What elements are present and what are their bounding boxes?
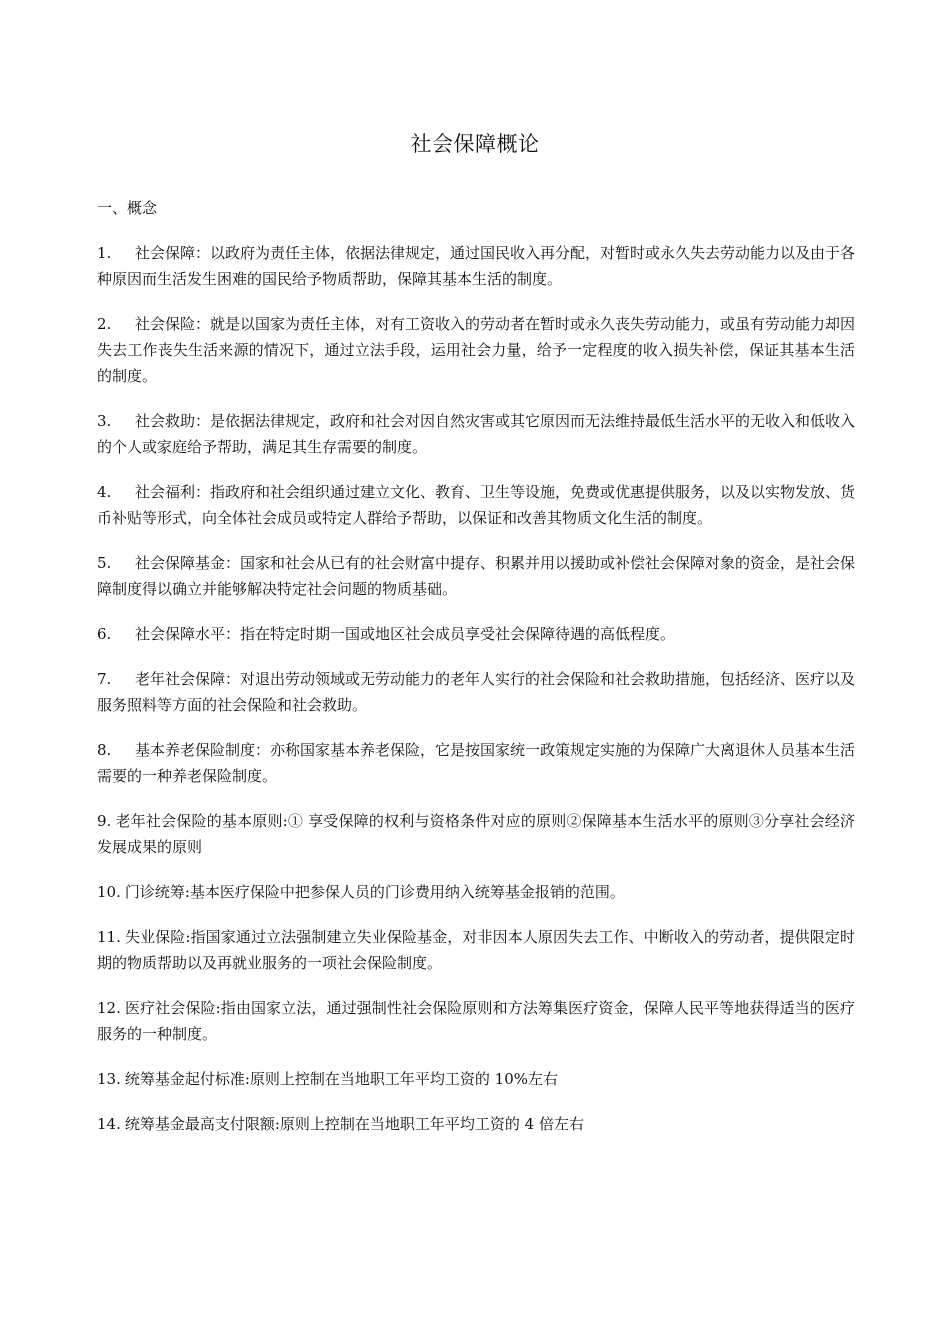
- item-number: 10.: [97, 883, 121, 901]
- item-text: 基本养老保险制度：亦称国家基本养老保险，它是按国家统一政策规定实施的为保障广大离退休人员基本生活需要的一种养老保险制度。: [97, 741, 856, 785]
- definition-item: [97, 408, 855, 460]
- item-number: 7.: [97, 670, 112, 688]
- definition-item: [97, 737, 855, 789]
- item-number: 1.: [97, 244, 112, 262]
- item-number: 9.: [97, 812, 112, 830]
- item-text: 门诊统筹:基本医疗保险中把参保人员的门诊费用纳入统筹基金报销的范围。: [124, 883, 625, 901]
- item-number: 12.: [97, 999, 121, 1017]
- item-text: 社会救助：是依据法律规定，政府和社会对因自然灾害或其它原因而无法维持最低生活水平的无收入和低收入的个人或家庭给予帮助，满足其生存需要的制度。: [97, 412, 856, 456]
- definition-list: [97, 240, 855, 1156]
- item-text: 统筹基金起付标准:原则上控制在当地职工年平均工资的 10%左右: [124, 1070, 559, 1088]
- item-text: 社会保险：就是以国家为责任主体，对有工资收入的劳动者在暂时或永久丧失劳动能力，或虽有劳动能力却因失去工作丧失生活来源的情况下，通过立法手段，运用社会力量，给予一定程度的收入损失补偿，保证其基本生活的制度。: [97, 315, 856, 385]
- definition-item: [97, 666, 855, 718]
- definition-item: [97, 1066, 855, 1092]
- item-text: 失业保险:指国家通过立法强制建立失业保险基金，对非因本人原因失去工作、中断收入的劳动者，提供限定时期的物质帮助以及再就业服务的一项社会保险制度。: [97, 928, 855, 972]
- item-text: 社会保障水平：指在特定时期一国或地区社会成员享受社会保障待遇的高低程度。: [135, 625, 676, 643]
- item-number: 8.: [97, 741, 112, 759]
- definition-item: [97, 621, 855, 647]
- definition-item: [97, 311, 855, 389]
- item-number: 3.: [97, 412, 112, 430]
- definition-item: [97, 1111, 855, 1137]
- definition-item: [97, 240, 855, 292]
- item-number: 6.: [97, 625, 112, 643]
- section-heading: 一、概念: [97, 199, 158, 217]
- item-number: 14.: [97, 1115, 121, 1133]
- definition-item: [97, 808, 855, 860]
- definition-item: [97, 550, 855, 602]
- item-text: 社会保障基金：国家和社会从已有的社会财富中提存、积累并用以援助或补偿社会保障对象的资金，是社会保障制度得以确立并能够解决特定社会问题的物质基础。: [97, 554, 856, 598]
- definition-item: [97, 479, 855, 531]
- item-text: 社会福利：指政府和社会组织通过建立文化、教育、卫生等设施，免费或优惠提供服务，以及以实物发放、货币补贴等形式，向全体社会成员或特定人群给予帮助，以保证和改善其物质文化生活的制度。: [97, 483, 856, 527]
- item-text: 社会保障：以政府为责任主体，依据法律规定，通过国民收入再分配，对暂时或永久失去劳动能力以及由于各种原因而生活发生困难的国民给予物质帮助，保障其基本生活的制度。: [97, 244, 856, 288]
- item-text: 医疗社会保险:指由国家立法，通过强制性社会保险原则和方法筹集医疗资金，保障人民平等地获得适当的医疗服务的一种制度。: [97, 999, 855, 1043]
- definition-item: [97, 995, 855, 1047]
- item-text: 老年社会保险的基本原则:① 享受保障的权利与资格条件对应的原则②保障基本生活水平的原则③分享社会经济发展成果的原则: [97, 812, 855, 856]
- item-number: 13.: [97, 1070, 121, 1088]
- item-number: 4.: [97, 483, 112, 501]
- definition-item: [97, 924, 855, 976]
- item-text: 统筹基金最高支付限额:原则上控制在当地职工年平均工资的 4 倍左右: [124, 1115, 584, 1133]
- item-text: 老年社会保障：对退出劳动领域或无劳动能力的老年人实行的社会保险和社会救助措施，包括经济、医疗以及服务照料等方面的社会保险和社会救助。: [97, 670, 856, 714]
- item-number: 11.: [97, 928, 121, 946]
- item-number: 2.: [97, 315, 112, 333]
- document-title: 社会保障概论: [410, 132, 540, 156]
- item-number: 5.: [97, 554, 112, 572]
- definition-item: [97, 879, 855, 905]
